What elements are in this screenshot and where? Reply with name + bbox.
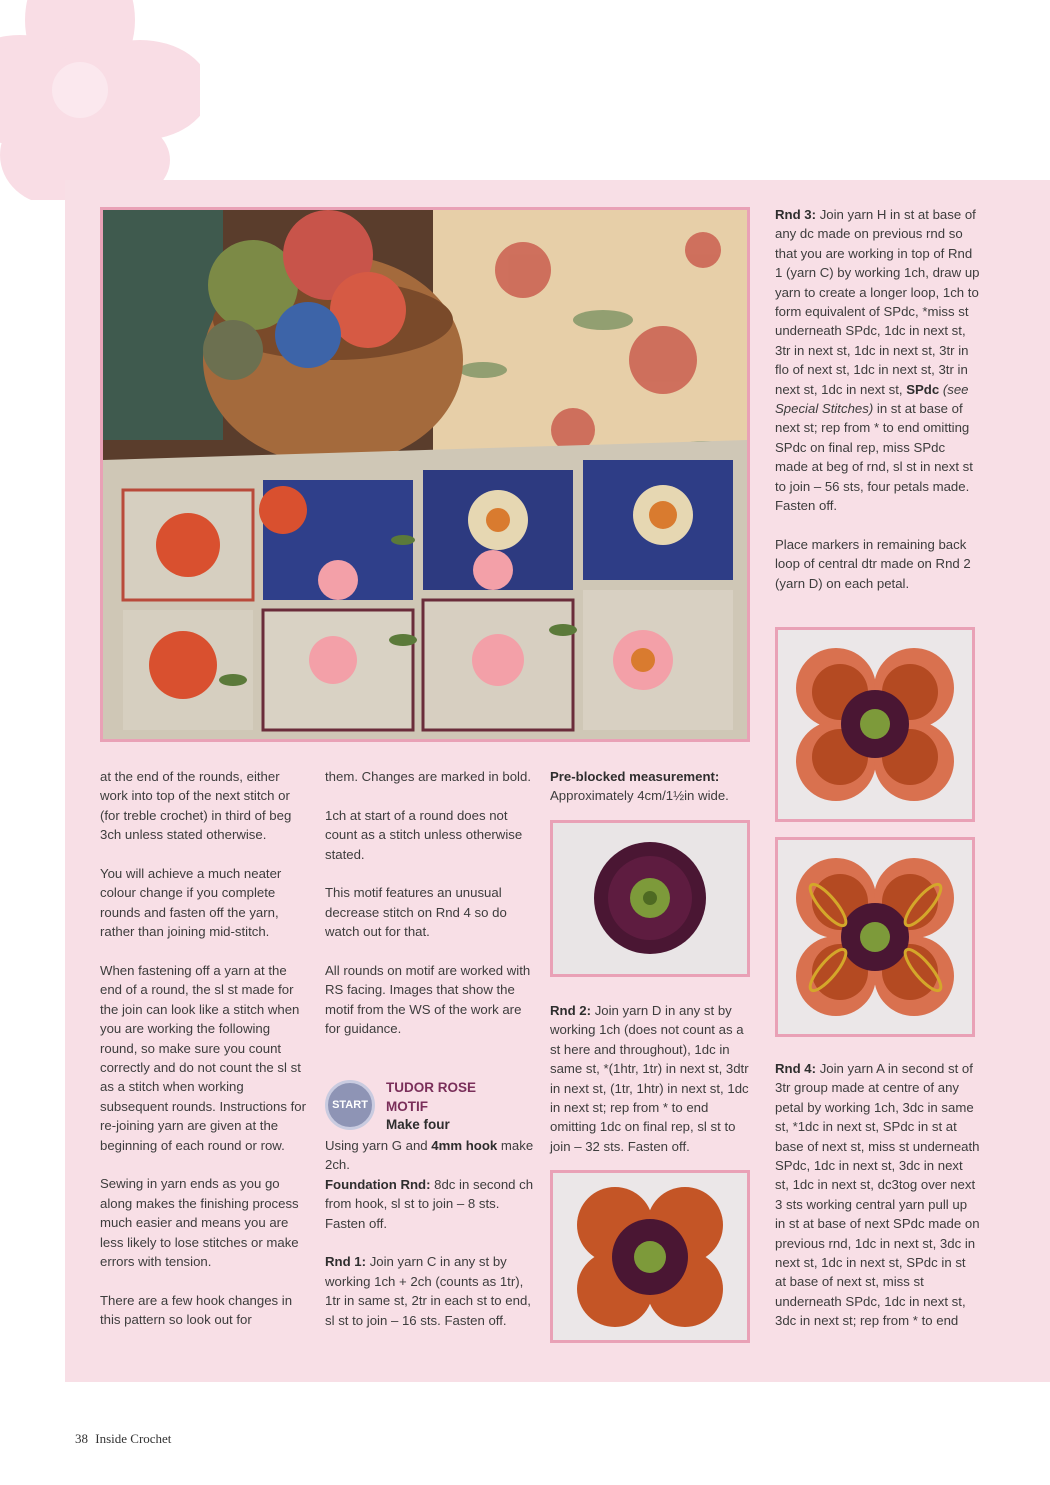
text-column-3	[550, 767, 750, 806]
magazine-name: Inside Crochet	[95, 1431, 172, 1446]
paragraph: There are a few hook changes in this pattern so look out for	[100, 1292, 293, 1328]
round-3: Rnd 3: Join yarn H in st at base of any dc made on previous rnd so that you are working in top of Rnd 1 (yarn C) by working 1ch, draw up yarn to create a longer loop, 1ch to form equivalent of SPdc, *miss st underneath SPdc, 1dc in next st, 3tr in next st, 1dc in next st, 3tr in flo of next st, 1dc in next st, 3tr in next st, 1dc in next st, SPdc (see Special Stitches) in st at base of next st; rep from * to end omitting SPdc on final rep, miss SPdc made at beg of rnd, sl st in next st to join – 56 sts, four petals made. Fasten off.	[775, 207, 980, 514]
paragraph: Sewing in yarn ends as you go along makes the finishing process much easier and means you are less likely to lose stitches or make errors with tension.	[100, 1176, 299, 1270]
paragraph: When fastening off a yarn at the end of a round, the sl st made for the join can look like a stitch when you are working the following round, so make sure you count correctly and do not count the sl st as a stitch when working subsequent rounds. Instructions for re-joining yarn are given at the beginning of each round or row.	[100, 963, 306, 1153]
motif-photo-round-1	[550, 820, 750, 977]
paragraph: 1ch at start of a round does not count as a stitch unless otherwise stated.	[325, 807, 523, 862]
preblocked-label: Pre-blocked measurement:	[550, 769, 720, 784]
text-column-4-round-4	[775, 1059, 980, 1350]
paragraph: You will achieve a much neater colour change if you complete rounds and fasten off the yarn, rather than joining mid-stitch.	[100, 866, 282, 940]
motif-title: TUDOR ROSE MOTIF	[386, 1080, 477, 1115]
motif-photo-markers	[775, 837, 975, 1037]
blanket-photo	[100, 207, 750, 742]
round-4: Rnd 4: Join yarn A in second st of 3tr group made at centre of any petal by working 1ch, 3dc in same st, *1dc in next st, SPdc in st at base of next st, miss st underneath SPdc, 1dc in next st, 3dc in next st, 1dc in next st, dc3tog over next 3 sts working central yarn pull up in st at base of next SPdc made on previous rnd, 1dc in next st, 3dc in next st, 1dc in next st, SPdc in st at base of next st, miss st underneath SPdc, 1dc in next st, 3dc in next st; rep from * to end	[775, 1061, 980, 1329]
text-column-3-round-2	[550, 1001, 750, 1176]
paragraph: them. Changes are marked in bold.	[325, 769, 531, 784]
text-column-2-instructions	[325, 1136, 535, 1349]
round-1: Rnd 1: Join yarn C in any st by working 1ch + 2ch (counts as 1tr), 1tr in same st, 2tr in each st to end, sl st to join – 16 sts. Fasten off.	[325, 1254, 531, 1328]
round-2: Rnd 2: Join yarn D in any st by working 1ch (does not count as a st here and throughout), 1dc in same st, *(1htr, 1tr) in next st, 3dtr in next st, (1tr, 1htr) in next st, 1dc in next st; rep from * to end omitting 1dc on final rep, sl st to join – 32 sts. Fasten off.	[550, 1003, 749, 1154]
preblocked-text: Approximately 4cm/1½in wide.	[550, 788, 729, 804]
markers-paragraph: Place markers in remaining back loop of central dtr made on Rnd 2 (yarn D) on each petal.	[775, 536, 971, 591]
using-instruction: Using yarn G and 4mm hook make 2ch.	[325, 1138, 534, 1173]
foundation-round: Foundation Rnd: 8dc in second ch from hook, sl st to join – 8 sts. Fasten off.	[325, 1176, 534, 1231]
start-badge: START	[325, 1080, 375, 1130]
page-number: 38	[75, 1431, 88, 1446]
paragraph: This motif features an unusual decrease stitch on Rnd 4 so do watch out for that.	[325, 885, 507, 940]
hook-size: 4mm hook	[431, 1138, 498, 1153]
text-column-2	[325, 767, 533, 1058]
motif-photo-round-2	[550, 1170, 750, 1343]
make-quantity: Make four	[386, 1117, 450, 1132]
decorative-flower-graphic	[0, 0, 200, 200]
text-column-4	[775, 205, 980, 613]
text-column-1	[100, 767, 308, 1349]
page-footer	[75, 1431, 171, 1447]
paragraph: All rounds on motif are worked with RS facing. Images that show the motif from the WS of the work are for guidance.	[325, 963, 531, 1037]
paragraph: at the end of the rounds, either work into top of the next stitch or (for treble crochet) in third of beg 3ch unless stated otherwise.	[100, 769, 292, 843]
motif-photo-round-3	[775, 627, 975, 822]
